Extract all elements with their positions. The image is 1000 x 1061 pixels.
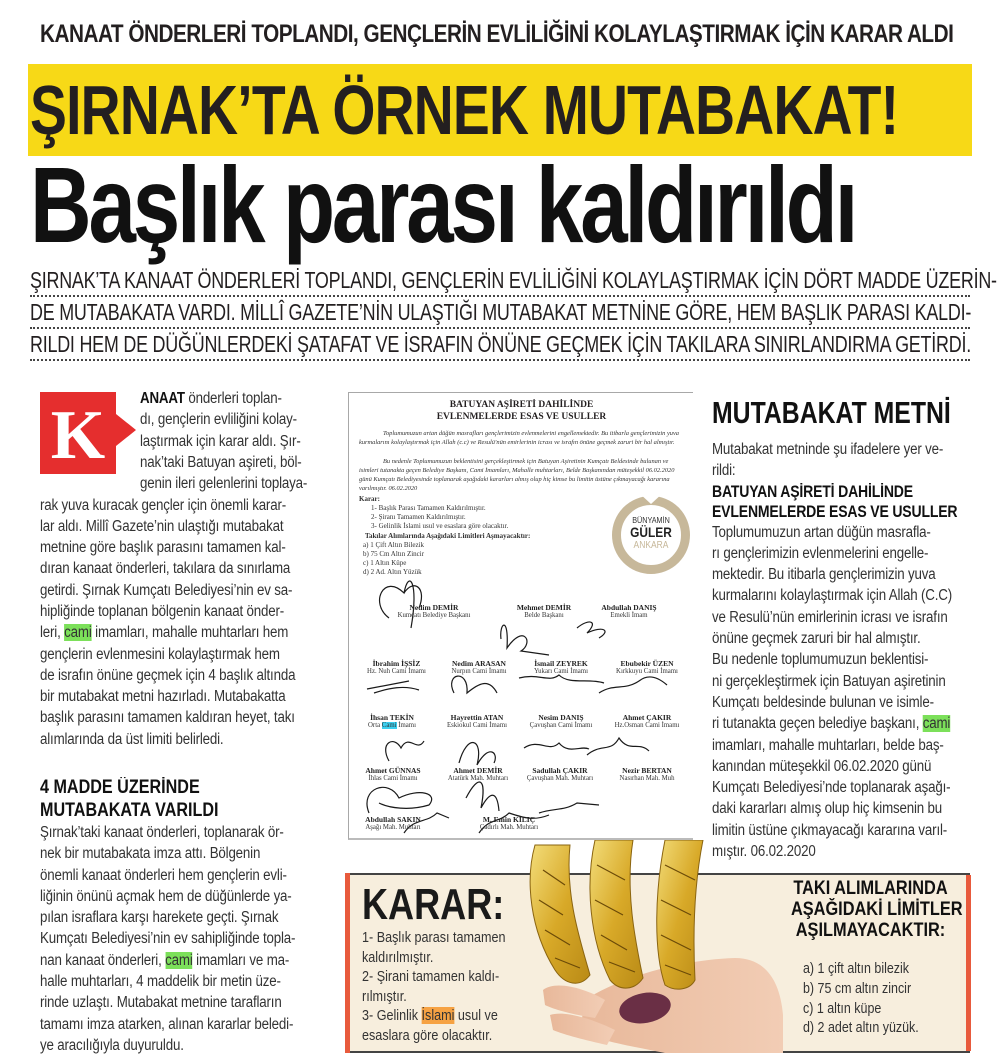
svg-text:K: K — [50, 397, 106, 474]
signatory: İhsan TEKİN Orta Cami İmamı — [368, 713, 416, 729]
highlight-cami: cami — [922, 715, 951, 733]
signatory: Nedim ARASAN Nurpın Cami İmamı — [451, 659, 507, 675]
signatory: İbrahim İŞSİZ Hz. Nuh Cami İmamı — [367, 659, 426, 675]
highlight-cami: cami — [64, 624, 92, 642]
signatory: M. Emin KILIÇ Çadırlı Mah. Muhtarı — [479, 815, 539, 831]
signatory: Ahmet DEMİR Atatürk Mah. Muhtarı — [447, 766, 509, 782]
gold-bracelets-hand-image — [525, 840, 785, 1054]
signatory: Ahmet ÇAKIR Hz.Osman Cami İmamı — [614, 713, 680, 729]
subhead-4-madde: 4 MADDE ÜZERİNDE MUTABAKATA VARILDI — [40, 777, 219, 821]
signatory: Nedim DEMİR Kumçatı Belediye Başkanı — [397, 603, 471, 619]
signatory: Abdullah SAKIN Aşağı Mah. Muhtarı — [365, 815, 421, 831]
dropcap-k-icon — [40, 392, 120, 474]
signatory: Ebubekir ÜZEN Kırkkuyu Cami İmamı — [616, 659, 678, 675]
karar-list: 1- Başlık parası tamamen kaldırılmıştır. 2- Şirani tamamen kaldı- rılmıştır. 3- Gelinlik İslami usul ve esaslara göre olacaktır. — [362, 929, 506, 1044]
limits-accent-bar — [966, 875, 971, 1051]
byline-stamp: BÜNYAMİN GÜLER ANKARA — [612, 496, 690, 574]
signatory: Nesim DANIŞ Çavuşhan Cami İmamı — [529, 713, 593, 729]
karar-title: KARAR: — [362, 880, 505, 929]
highlight-cami: cami — [165, 951, 193, 969]
kicker-headline: KANAAT ÖNDERLERİ TOPLANDI, GENÇLERİN EVLİLİĞİNİ KOLAYLAŞTIRMAK İÇİN KARAR ALDI — [40, 20, 954, 48]
signatory: Hayrettin ATAN Eskiokul Cami İmamı — [446, 713, 508, 729]
signatory: Abdullah DANIŞ Emekli İmam — [601, 603, 657, 619]
limits-heading: TAKI ALIMLARINDA AŞAĞIDAKİ LİMİTLER AŞILMAYACAKTIR: — [790, 878, 963, 941]
signatory: İsmail ZEYREK Yukarı Cami İmamı — [534, 659, 588, 675]
signatory: Sadullah ÇAKIR Çavuşhan Mah. Muhtarı — [526, 766, 594, 782]
highlight-islami: İslami — [421, 1007, 455, 1025]
karar-accent-bar — [345, 873, 350, 1053]
signatory: Ahmet GÜNNAS İhlas Cami İmamı — [365, 766, 421, 782]
intro-paragraph: ANAAT önderleri toplan- dı, gençlerin evliliğini kolay- laştırmak için karar aldı. Şır- nak’taki Batuyan aşireti, böl- genin ileri gelenlerini toplaya- — [140, 390, 308, 493]
lede-line: RILDI HEM DE DÜĞÜNLERDEKİ ŞATAFAT VE İSRAFIN ÖNÜNE GEÇMEK İÇİN TAKILARA SINIRLANDIRMA GETİRDİ. — [30, 329, 970, 361]
lede-line: DE MUTABAKATA VARDI. MİLLÎ GAZETE’NİN ULAŞTIĞI MUTABAKAT METNİNE GÖRE, HEM BAŞLIK PARASI KALDI- — [30, 297, 970, 329]
lede — [30, 265, 997, 361]
body-paragraph-1: rak yuva kuracak gençler için önemli karar- lar aldı. Millî Gazete’nin ulaştığı mutabakat metnine göre başlık parasını tamamen kal- dıran kanaat önderleri, takılara da sınırlama getirdi. Şırnak Kumçatı Belediyesi’nin ev sa- hipliğinde toplanan bölgenin kanaat önder- leri, cami imamları, mahalle muhtarları hem gençlerin evlenmesini kolaylaştırmak hem de israfın önüne geçmek için 4 başlık altında bir mutabakat metni hazırladı. Mutabakatta başlık parasını tamamen kaldıran heyet, takı alımlarında da üst limiti belirledi. — [40, 496, 296, 748]
right-column-text: Mutabakat metninde şu ifadelere yer ve- rildi: BATUYAN AŞİRETİ DAHİLİNDE EVLENMELERDE ESAS VE USULLER Toplumumuzun artan düğün masrafla- rı gençlerimizin evlenmelerini engelle- mektedir. Bu itibarla gençlerimizin yuva kurmalarını kolaylaştırmak için Allah (C.C) ve Resulü’nün emirlerinin icrası ve israfın önüne geçmek zaruri bir hal almıştır. Bu nedenle toplumumuzun beklentisi- ni gerçekleştirmek için Batuyan aşiretinin Kumçatı beldesinde bulunan ve isimle- ri tutanakta geçen belediye başkanı, cami imamları, mahalle muhtarları, belde baş- kanından müteşekkil 06.02.2020 günü Kumçatı Belediyesi’nde toplanarak aşağı- daki kararları almış olup hiç kimsenin bu limitin üstüne çıkmayacağı kararına varıl- mıştır. 06.02.2020 — [712, 441, 958, 861]
yellow-title: ŞIRNAK’TA ÖRNEK MUTABAKAT! — [30, 71, 899, 149]
lede-line: ŞIRNAK’TA KANAAT ÖNDERLERİ TOPLANDI, GENÇLERİN EVLİLİĞİNİ KOLAYLAŞTIRMAK İÇİN DÖRT MADDE ÜZERİN- — [30, 265, 970, 297]
stamp-notch-icon — [638, 492, 664, 506]
body-paragraph-2: Şırnak’taki kanaat önderleri, toplanarak ör- nek bir mutabakata imza attı. Bölgenin önemli kanaat önderleri hem gençlerin evli- liğinin önünü açmak hem de düğünlerde ya- pılan israflara karşı harekete geçti. Şırnak Kumçatı Belediyesi’nin ev sahipliğinde topla- nan kanaat önderleri, cami imamları ve ma- halle muhtarları, 4 maddelik bir metin üze- rinde uzlaştı. Mutabakat metnine tarafların tamamı imza atarken, alınan kararlar beledi- ye aracılığıyla duyuruldu. — [40, 824, 296, 1054]
agreement-document-scan: BATUYAN AŞİRETİ DAHİLİNDE EVLENMELERDE ESAS VE USULLER Toplumumuzun artan düğün masrafları gençlerimizin evlenmelerini engellemektedir. Bu itibarla gençlerimizin yuva kurmalarını kolaylaştırmak için Allah (c.c) ve Resulü'nün emirlerinin icrası ve israfın önüne geçmek zaruri bir hal almıştır. Bu nedenle Toplumumuzun beklentisini gerçekleştirmek için Batuyan Aşiretinin Kumçatı Beldesinde bulunan ve isimleri tutanakta geçen Belediye Başkanı, Cami İmamları, Mahalle muhtarları, Belde Başkanından müteşekkil 06.02.2020 günü Kumçatı Belediyesinde toplanarak aşağıdaki kararları almış olup hiç kimse bu limitin üstüne çıkmayacağı kararına varılmıştır. 06.02.2020 Karar: 1- Başlık Parası Tamamen Kaldırılmıştır. 2- Şiranı Tamamen Kaldırılmıştır. 3- Gelinlik İslami usul ve esaslara göre olacaktır. Takılar Alımlarında Aşağıdaki Limitleri Aşmayacaktır: a) 1 Çift Altın Bilezik b) 75 Cm Altın Zincir c) 1 Altın Küpe d) 2 Ad. Altın Yüzük Nedim DEMİR Kumçatı Belediye Başkanı Mehmet DEMİR Belde Başkanı Abdullah DANIŞ Emekli İmam İbrahim İŞSİZ Hz. Nuh Cami İmamı Nedim ARASAN Nurpın Cami İmamı İsmail ZEYREK Yukarı Cami İmamı Ebubekir ÜZEN Kırkkuyu Cami İmamı İhsan TEKİN Orta Cami İmamı Hayrettin ATAN Eskiokul Cami İmamı Nesim DANIŞ Çavuşhan Cami İmamı Ahmet ÇAKIR Hz.Osman Cami İmamı Ahmet GÜNNAS İhlas Cami İmamı Ahmet DEMİR Atatürk Mah. Muhtarı Sadullah ÇAKIR Çavuşhan Mah. Muhtarı Nezir BERTAN Nasırhan Mah. Muh Abdullah SAKIN Aşağı Mah. Muhtarı M. Emin KILIÇ Çadırlı Mah. Muhtarı — [348, 392, 693, 840]
signatory: Mehmet DEMİR Belde Başkanı — [516, 603, 572, 619]
limits-list: a) 1 çift altın bilezik b) 75 cm altın zincir c) 1 altın küpe d) 2 adet altın yüzük. — [803, 961, 919, 1037]
signatory: Nezir BERTAN Nasırhan Mah. Muh — [619, 766, 675, 782]
mutabakat-metni-heading: MUTABAKAT METNİ — [712, 395, 951, 430]
main-title: Başlık parası kaldırıldı — [30, 144, 856, 265]
